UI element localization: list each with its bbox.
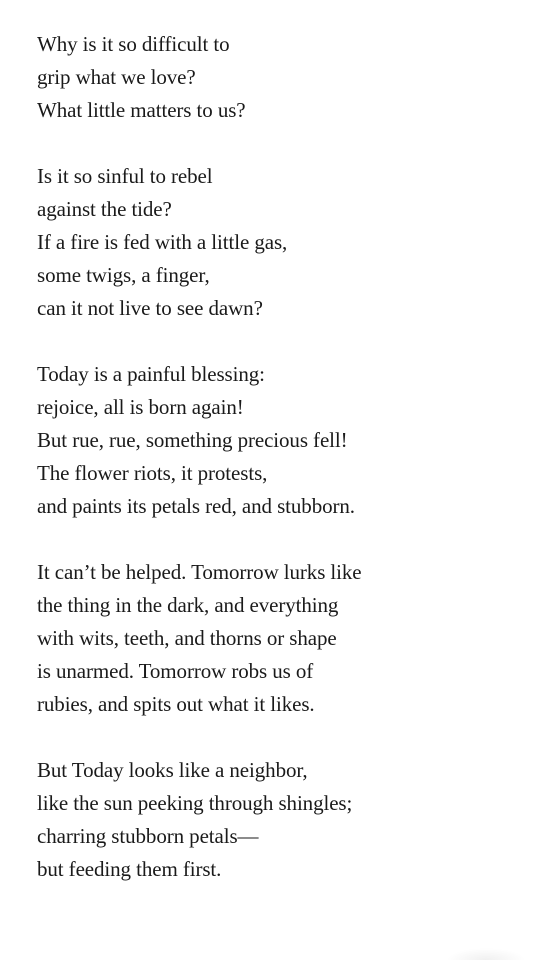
poem-line: like the sun peeking through shingles;	[37, 791, 353, 815]
poem-line: can it not live to see dawn?	[37, 296, 263, 320]
stanza-4	[37, 556, 537, 721]
poem-line: Why is it so difficult to	[37, 32, 230, 56]
stanza-5	[37, 754, 537, 886]
poem-line: If a fire is fed with a little gas,	[37, 230, 288, 254]
poem-line: is unarmed. Tomorrow robs us of	[37, 659, 314, 683]
stanza-2	[37, 160, 537, 325]
poem-line: some twigs, a finger,	[37, 263, 210, 287]
poem-line: with wits, teeth, and thorns or shape	[37, 626, 337, 650]
poem-line: charring stubborn petals—	[37, 824, 259, 848]
bottom-edge-shadow	[446, 948, 526, 960]
poem-line: rejoice, all is born again!	[37, 395, 244, 419]
poem-line: grip what we love?	[37, 65, 196, 89]
poem-line: But rue, rue, something precious fell!	[37, 428, 348, 452]
stanza-3	[37, 358, 537, 523]
poem-line: the thing in the dark, and everything	[37, 593, 339, 617]
poem-line: But Today looks like a neighbor,	[37, 758, 308, 782]
poem-line: and paints its petals red, and stubborn.	[37, 494, 355, 518]
poem-line: but feeding them first.	[37, 857, 222, 881]
poem-body	[37, 28, 537, 919]
stanza-1	[37, 28, 537, 127]
poem-line: Is it so sinful to rebel	[37, 164, 213, 188]
poem-line: What little matters to us?	[37, 98, 246, 122]
poem-line: The flower riots, it protests,	[37, 461, 268, 485]
poem-line: against the tide?	[37, 197, 172, 221]
poem-line: It can’t be helped. Tomorrow lurks like	[37, 560, 362, 584]
poem-line: Today is a painful blessing:	[37, 362, 265, 386]
poem-line: rubies, and spits out what it likes.	[37, 692, 315, 716]
